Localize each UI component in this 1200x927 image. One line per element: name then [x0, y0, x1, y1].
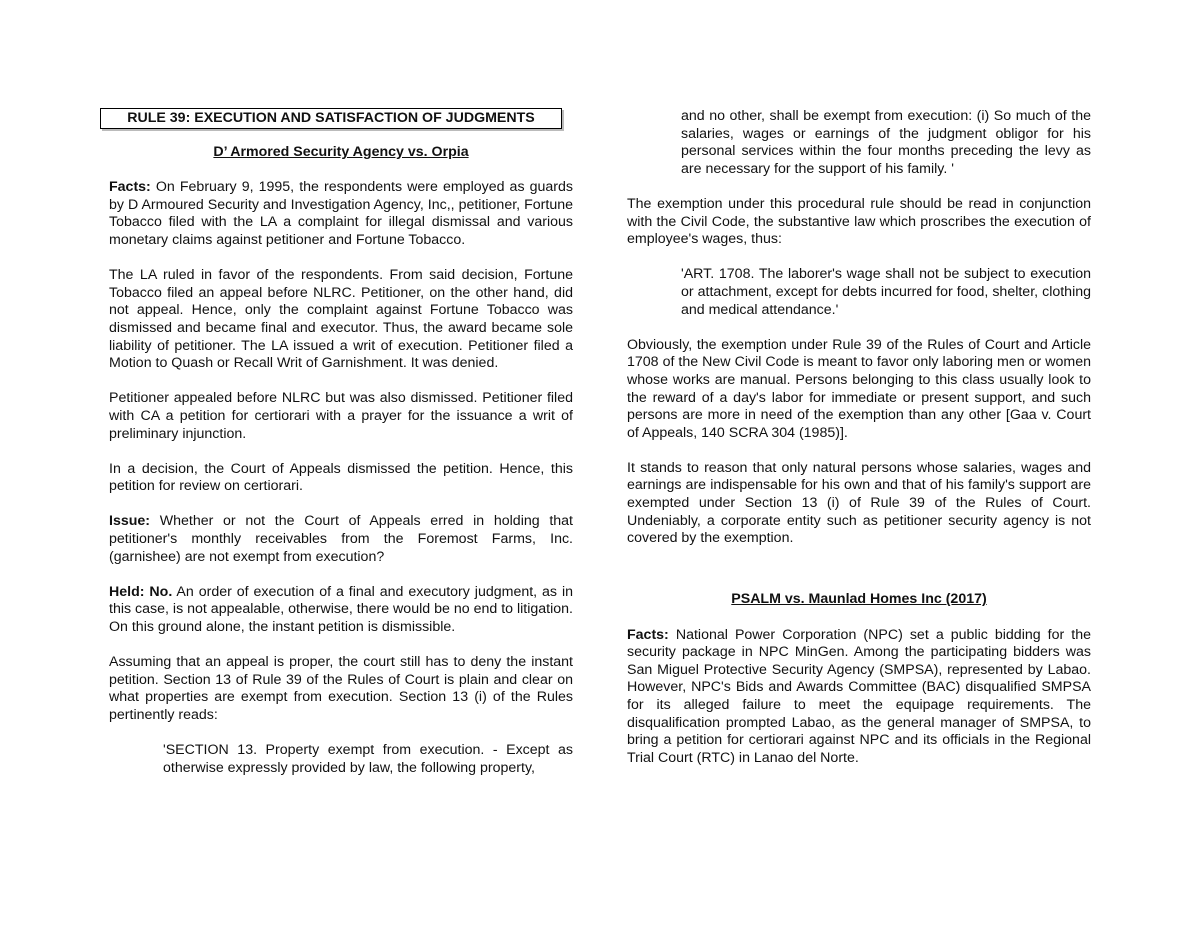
section13-quote-continued: and no other, shall be exempt from execution: (i) So much of the salaries, wages or earnings of the judgment obligor for his personal services within the four months preceding the levy as are necessary for the support of his family. ' [681, 108, 1091, 177]
issue-text: Whether or not the Court of Appeals erred in holding that petitioner's monthly receivables from the Foremost Farms, Inc. (garnishee) are not exempt from execution? [109, 513, 573, 565]
case2-facts-text: National Power Corporation (NPC) set a public bidding for the security package in NPC MinGen. Among the participating bidders was San Miguel Protective Security Agency (SMPSA), represented by Labao. However, NPC's Bids and Awards Committee (BAC) disqualified SMPSA for its alleged failure to meet the equipage requirements. The disqualification prompted Labao, as the general manager of SMPSA, to bring a petition for certiorari against NPC and its officials in the Regional Trial Court (RTC) in Lanao del Norte. [627, 626, 1091, 766]
case2-facts-label: Facts: [627, 626, 669, 643]
case1-paragraph-5: Assuming that an appeal is proper, the court still has to deny the instant petition. Section 13 of Rule 39 of the Rules of Court is plain and clear on what properties are exempt from execution. Section 13 (i) of the Rules pertinently reads: [109, 654, 573, 723]
right-paragraph-2: Obviously, the exemption under Rule 39 of the Rules of Court and Article 1708 of the New Civil Code is meant to favor only laboring men or women whose works are manual. Persons belonging to this class usually look to the reward of a day's labor for immediate or present support, and such persons are more in need of the exemption than any other [Gaa v. Court of Appeals, 140 SCRA 304 (1985)]. [627, 336, 1091, 441]
section13-quote: 'SECTION 13. Property exempt from execution. - Except as otherwise expressly provided by law, the following property, [163, 742, 573, 776]
case1-issue-paragraph [109, 513, 573, 566]
section-spacer [627, 565, 1091, 591]
facts-text: On February 9, 1995, the respondents were employed as guards by D Armoured Security and Investigation Agency, Inc,, petitioner, Fortune Tobacco filed with the LA a complaint for illegal dismissal and various monetary claims against petitioner and Fortune Tobacco. [109, 179, 573, 248]
case1-held-paragraph [109, 584, 573, 637]
facts-label: Facts: [109, 179, 151, 196]
right-column [627, 108, 1091, 785]
art1708-quote: 'ART. 1708. The laborer's wage shall not be subject to execution or attachment, except for debts incurred for food, shelter, clothing and medical attendance.' [681, 266, 1091, 318]
case2-title: PSALM vs. Maunlad Homes Inc (2017) [731, 591, 987, 608]
case1-paragraph-3: Petitioner appealed before NLRC but was also dismissed. Petitioner filed with CA a petition for certiorari with a prayer for the issuance a writ of preliminary injunction. [109, 390, 573, 442]
case1-facts-paragraph [109, 179, 573, 249]
held-text: An order of execution of a final and executory judgment, as in this case, is not appealable, otherwise, there would be no end to litigation. On this ground alone, the instant petition is dismissible. [109, 583, 573, 636]
issue-label: Issue: [109, 513, 151, 530]
case1-paragraph-4: In a decision, the Court of Appeals dismissed the petition. Hence, this petition for review on certiorari. [109, 460, 573, 495]
case2-facts-paragraph [627, 627, 1091, 768]
rule-heading: RULE 39: EXECUTION AND SATISFACTION OF JUDGMENTS [100, 108, 562, 129]
right-paragraph-1: The exemption under this procedural rule should be read in conjunction with the Civil Code, the substantive law which proscribes the execution of employee's wages, thus: [627, 195, 1091, 248]
case1-paragraph-2: The LA ruled in favor of the respondents. From said decision, Fortune Tobacco filed an appeal before NLRC. Petitioner, on the other hand, did not appeal. Hence, only the complaint against Fortune Tobacco was dismissed and became final and executor. Thus, the award became sole liability of petitioner. The LA issued a writ of execution. Petitioner filed a Motion to Quash or Recall Writ of Garnishment. It was denied. [109, 267, 573, 372]
case1-title: D’ Armored Security Agency vs. Orpia [213, 144, 469, 160]
held-label: Held: No. [109, 583, 173, 600]
left-column [109, 108, 573, 795]
right-paragraph-3: It stands to reason that only natural persons whose salaries, wages and earnings are indispensable for his own and that of his family's support are exempted under Section 13 (i) of Rule 39 of the Rules of Court. Undeniably, a corporate entity such as petitioner security agency is not covered by the exemption. [627, 459, 1091, 547]
